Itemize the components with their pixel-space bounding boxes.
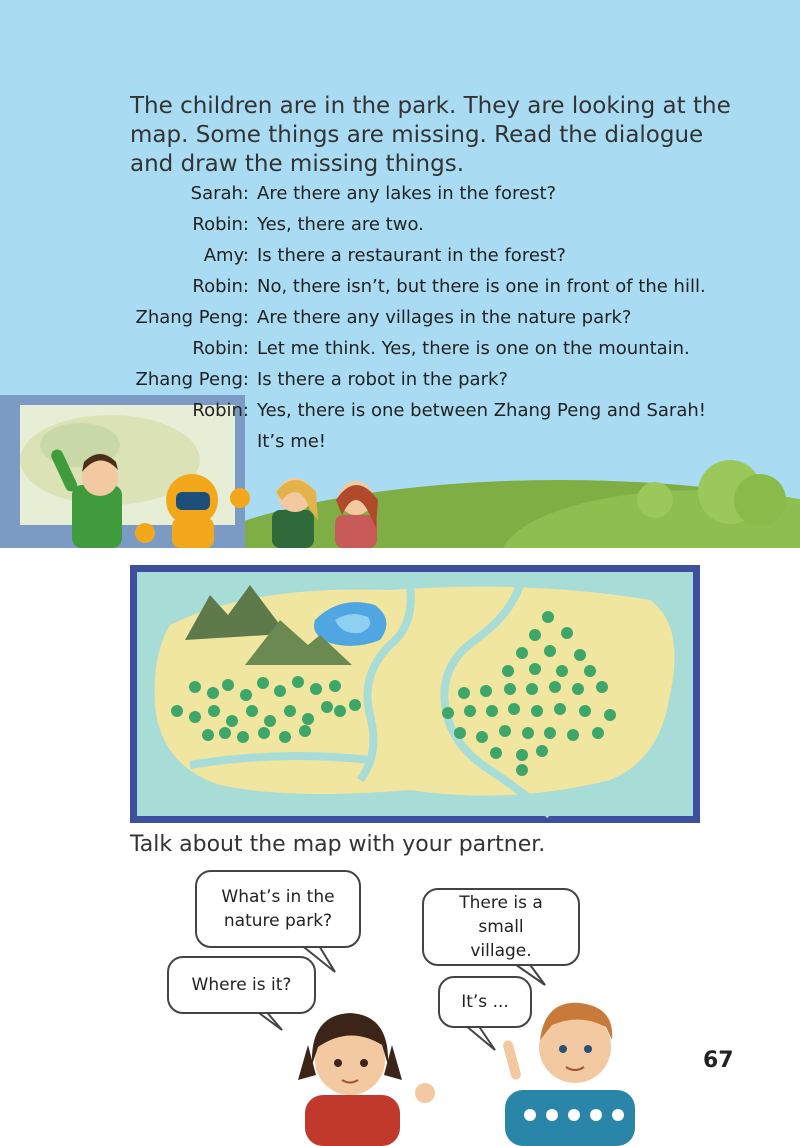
talk-prompt: Talk about the map with your partner.	[130, 832, 546, 857]
map-graphic	[130, 565, 700, 823]
dialogue-text: Let me think. Yes, there is one on the mountain.	[257, 338, 690, 359]
dialogue-line	[0, 369, 800, 399]
dialogue-text: Is there a robot in the park?	[257, 369, 508, 390]
speaker-name: Robin:	[192, 276, 249, 297]
dialogue-line	[0, 338, 800, 368]
bubble-text: What’s in the nature park?	[221, 887, 335, 931]
nature-park-map	[130, 565, 700, 823]
speaker-name: Robin:	[192, 338, 249, 359]
dialogue-text: Yes, there is one between Zhang Peng and Sarah!	[257, 400, 706, 421]
dialogue-text: No, there isn’t, but there is one in front of the hill.	[257, 276, 706, 297]
speaker-name: Zhang Peng:	[135, 307, 249, 328]
dialogue-line	[0, 400, 800, 430]
bubble-text: There is a small village.	[459, 893, 543, 961]
speaker-name: Robin:	[192, 214, 249, 235]
dialogue-text: Yes, there are two.	[257, 214, 424, 235]
intro-text: The children are in the park. They are looking at the map. Some things are missing. Read the dialogue and draw the missing things.	[130, 93, 731, 177]
dialogue-text: Are there any lakes in the forest?	[257, 183, 557, 204]
dialogue-line	[0, 245, 800, 275]
dialogue-text: It’s me!	[257, 431, 327, 452]
top-scene-illustration	[0, 0, 800, 548]
dialogue-text: Are there any villages in the nature park?	[257, 307, 632, 328]
speech-bubble-where-is-it	[167, 956, 316, 1014]
speaker-name: Sarah:	[190, 183, 249, 204]
speech-bubble-whats-in-park	[195, 870, 361, 948]
dialogue-line	[0, 431, 800, 461]
bubble-text: It’s ...	[461, 992, 509, 1012]
speaker-name: Robin:	[192, 400, 249, 421]
dialogue-line	[0, 307, 800, 337]
dialogue-line	[0, 276, 800, 306]
dialogue-line	[0, 214, 800, 244]
speaker-name: Amy:	[203, 245, 249, 266]
bubble-tails	[0, 860, 800, 1060]
speaker-name: Zhang Peng:	[135, 369, 249, 390]
dialogue-text: Is there a restaurant in the forest?	[257, 245, 566, 266]
speech-bubble-its	[438, 976, 532, 1028]
page-number: 67	[703, 1048, 734, 1073]
dialogue-line	[0, 183, 800, 213]
speech-bubble-small-village	[422, 888, 580, 966]
bubble-text: Where is it?	[191, 975, 292, 995]
